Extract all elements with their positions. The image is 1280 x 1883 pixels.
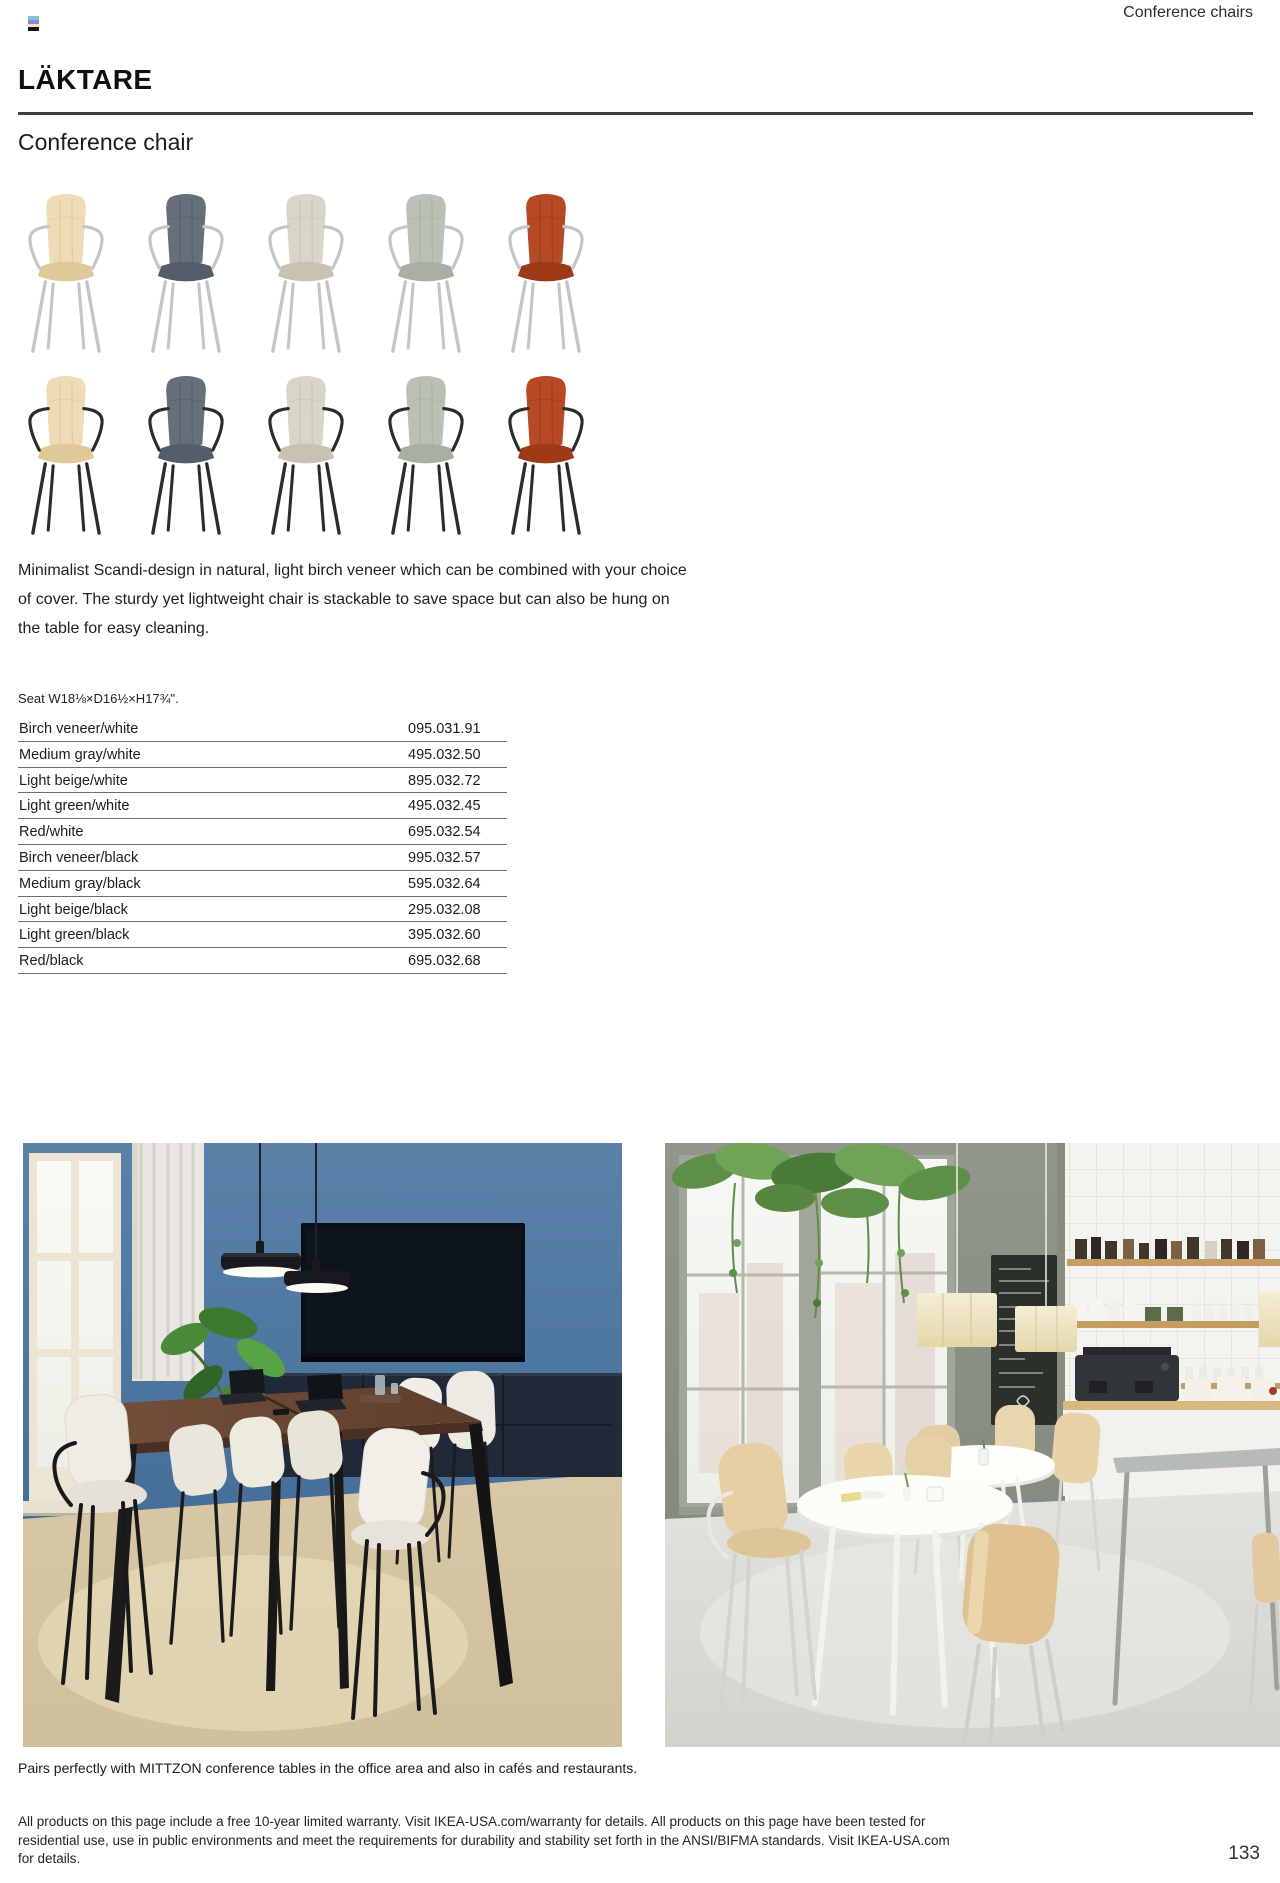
variant-color-label: Red/black [19, 953, 84, 970]
chair-medium-gray-white [135, 190, 237, 360]
section-header: Conference chairs [1123, 4, 1253, 21]
chair-row-black-legs [6, 372, 610, 548]
variant-color-label: Light green/black [19, 927, 130, 944]
office-scene-illustration [23, 1143, 622, 1747]
variant-color-label: Birch veneer/black [19, 849, 139, 866]
article-number: 395.032.60 [408, 927, 481, 944]
photo-caption: Pairs perfectly with MITTZON conference tables in the office area and also in cafés and restaurants. [18, 1760, 638, 1776]
chair-light-beige-white [255, 190, 357, 360]
chair-cell-light-beige-white [246, 190, 366, 366]
chair-medium-gray-black [135, 372, 237, 542]
page-number: 133 [1228, 1843, 1260, 1864]
price-table-row [18, 793, 507, 819]
price-table-row [18, 819, 507, 845]
price-table-row [18, 742, 507, 768]
chair-cell-light-green-white [366, 190, 486, 366]
price-table-row [18, 871, 507, 897]
legal-footer-line: All products on this page include a free 10-year limited warranty. Visit IKEA-USA.com/warranty for details. All products on this page have been tested for [18, 1814, 926, 1829]
chair-light-beige-black [255, 372, 357, 542]
legal-footer [18, 1813, 950, 1869]
variant-color-label: Medium gray/white [19, 746, 141, 763]
product-name: LÄKTARE [18, 64, 153, 95]
article-number: 495.032.45 [408, 798, 481, 815]
cafe-scene-illustration [665, 1143, 1280, 1747]
product-description: Minimalist Scandi-design in natural, light birch veneer which can be combined with your choice of cover. The sturdy yet lightweight chair is stackable to save space but can also be hung on the table for easy cleaning. [18, 562, 687, 637]
price-table-row [18, 845, 507, 871]
chair-light-green-black [375, 372, 477, 542]
price-table-row [18, 897, 507, 923]
chair-gallery [6, 190, 610, 548]
variant-color-label: Light beige/white [19, 772, 128, 789]
price-table [18, 716, 507, 974]
office-scene-photo [23, 1143, 622, 1747]
article-number: 595.032.64 [408, 875, 481, 892]
espresso-machine [1075, 1347, 1179, 1401]
registration-mark-icon [28, 16, 39, 31]
price-table-row [18, 948, 507, 974]
chair-cell-medium-gray-black [126, 372, 246, 548]
registration-bar-black [28, 27, 39, 31]
article-number: 495.032.50 [408, 746, 481, 763]
chair-row-white-legs [6, 190, 610, 366]
variant-color-label: Birch veneer/white [19, 721, 139, 737]
article-number: 295.032.08 [408, 901, 481, 918]
chair-cell-birch-veneer-white [6, 190, 126, 366]
article-number: 895.032.72 [408, 772, 481, 789]
title-rule [18, 112, 1253, 115]
sunlight-patch [38, 1555, 468, 1731]
chair-birch-veneer-white [15, 190, 117, 360]
article-number: 095.031.91 [408, 721, 481, 737]
legal-footer-line: residential use, use in public environments and meet the requirements for durability and stability set forth in the ANSI/BIFMA standards. Visit IKEA-USA.com [18, 1832, 950, 1848]
chair-cell-light-beige-black [246, 372, 366, 548]
variant-color-label: Medium gray/black [19, 875, 141, 892]
article-number: 995.032.57 [408, 849, 481, 866]
variant-color-label: Red/white [19, 824, 84, 841]
article-number: 695.032.54 [408, 824, 481, 841]
variant-color-label: Light beige/black [19, 901, 128, 918]
price-table-row [18, 922, 507, 948]
chair-red-white [495, 190, 597, 360]
chair-birch-veneer-black [15, 372, 117, 542]
price-table-row [18, 768, 507, 794]
tv-screen [301, 1223, 525, 1362]
article-number: 695.032.68 [408, 953, 481, 970]
chair-cell-red-white [486, 190, 606, 366]
seat-dimensions: Seat W18⅛×D16½×H17¾". [18, 691, 179, 706]
chair-cell-birch-veneer-black [6, 372, 126, 548]
variant-color-label: Light green/white [19, 798, 130, 815]
price-table-row [18, 716, 507, 742]
chair-cell-light-green-black [366, 372, 486, 548]
chair-cell-medium-gray-white [126, 190, 246, 366]
chair-cell-red-black [486, 372, 606, 548]
floor-light [700, 1538, 1230, 1728]
product-type: Conference chair [18, 129, 194, 155]
chair-red-black [495, 372, 597, 542]
legal-footer-line: for details. [18, 1851, 81, 1866]
chair-light-green-white [375, 190, 477, 360]
cafe-scene-photo [665, 1143, 1280, 1747]
